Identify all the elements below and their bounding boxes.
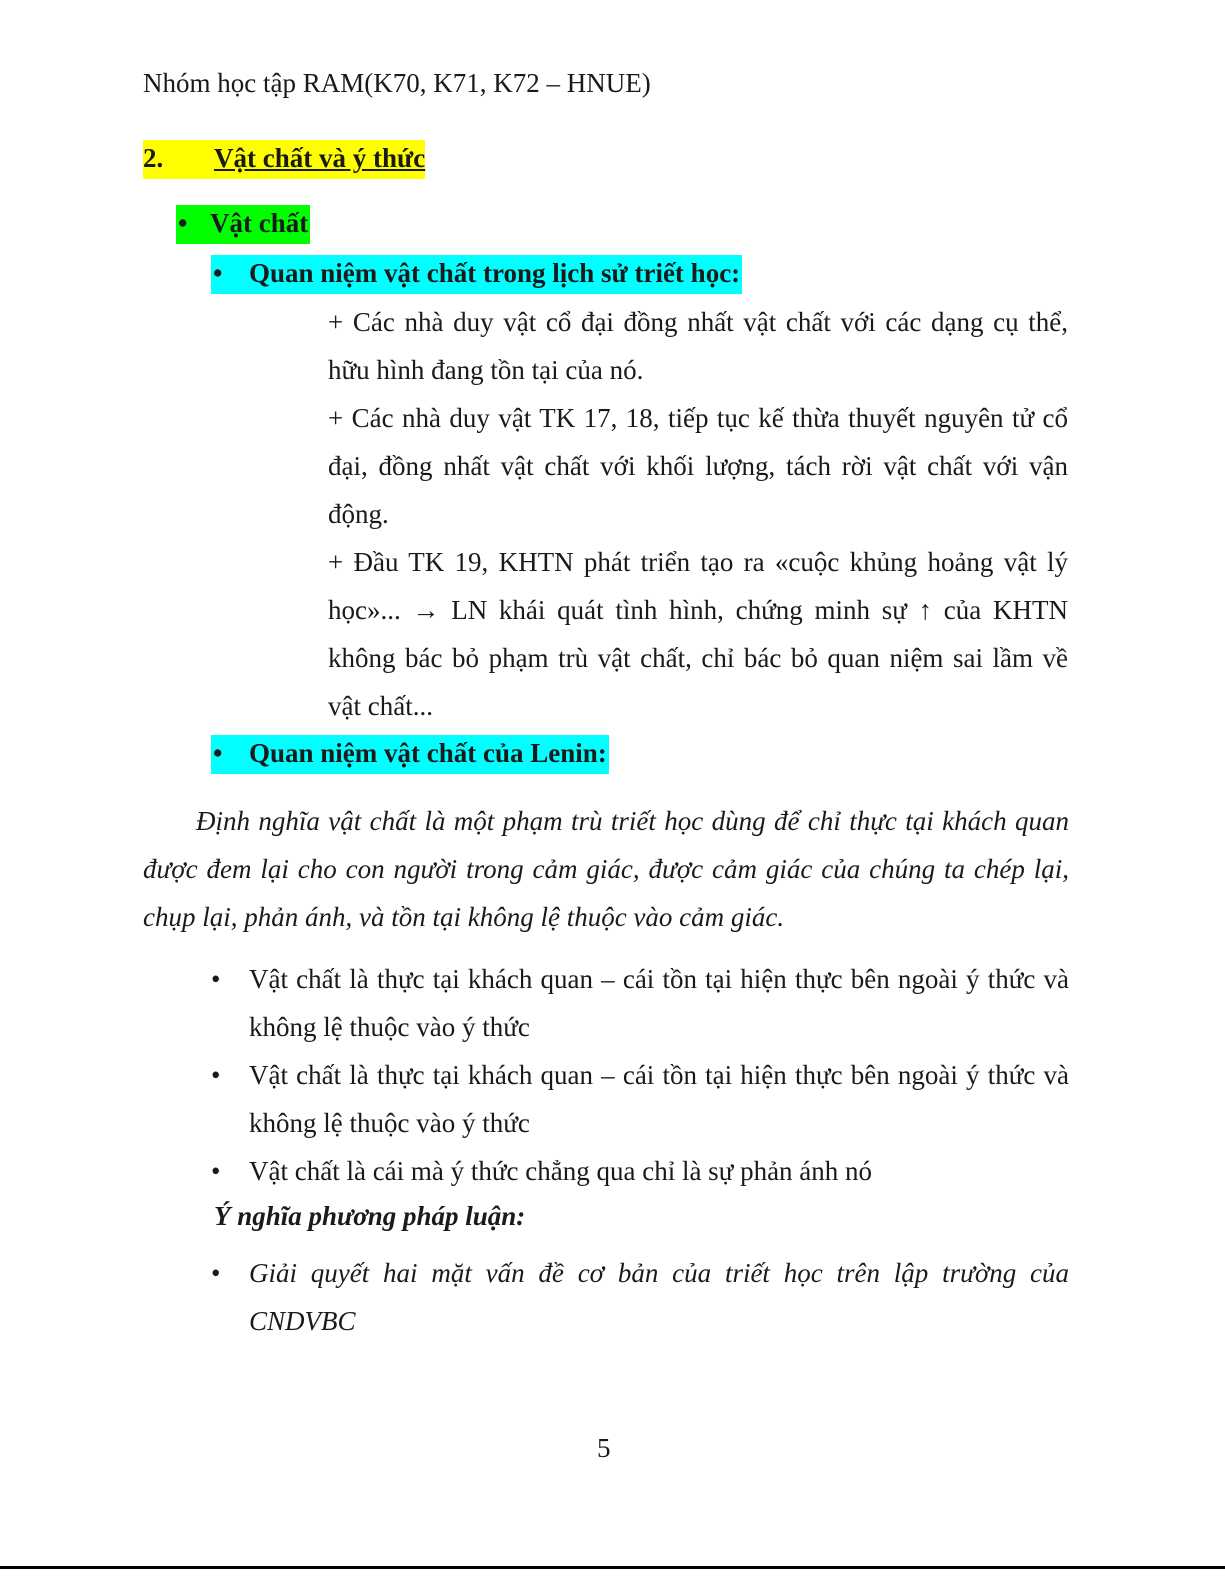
page-header: Nhóm học tập RAM(K70, K71, K72 – HNUE) xyxy=(143,68,651,98)
list-item-text: Giải quyết hai mặt vấn đề cơ bản của triết học trên lập trường của CNDVBC xyxy=(249,1258,1069,1336)
definition-text: Định nghĩa vật chất là một phạm trù triết học dùng để chỉ thực tại khách quan được đem lại cho con người trong cảm giác, được cảm giác của chúng ta chép lại, chụp lại, phản ánh, và tồn tại không lệ thuộc vào cảm giác. xyxy=(143,806,1069,932)
list-item-text: Vật chất là cái mà ý thức chẳng qua chỉ là sự phản ánh nó xyxy=(249,1156,873,1186)
bullet-icon: • xyxy=(178,208,188,238)
heading-vat-chat-highlight xyxy=(176,205,310,244)
history-paragraph: + Các nhà duy vật cổ đại đồng nhất vật chất với các dạng cụ thể, hữu hình đang tồn tại của nó. xyxy=(328,307,1068,385)
section-title-highlight xyxy=(143,140,425,179)
list-item xyxy=(211,955,1069,1051)
subheading-lenin xyxy=(211,735,609,774)
list-item-text: Vật chất là thực tại khách quan – cái tồn tại hiện thực bên ngoài ý thức và không lệ thuộc vào ý thức xyxy=(249,964,1069,1042)
lenin-definition xyxy=(143,797,1069,941)
bullet-icon: • xyxy=(213,258,223,288)
bullet-icon: • xyxy=(211,964,221,994)
bullet-icon: • xyxy=(211,1258,221,1288)
history-paragraphs xyxy=(328,298,1068,730)
list-item xyxy=(211,1249,1069,1345)
section-title xyxy=(143,140,425,179)
subheading-lenin-text: Quan niệm vật chất của Lenin: xyxy=(249,738,607,768)
list-item xyxy=(211,1147,1069,1195)
section-number: 2. xyxy=(143,143,164,173)
heading-vat-chat-text: Vật chất xyxy=(210,208,309,238)
section-title-text: Vật chất và ý thức xyxy=(214,143,426,173)
subheading-history-text: Quan niệm vật chất trong lịch sử triết học: xyxy=(249,258,741,288)
list-item xyxy=(211,1051,1069,1147)
page-number: 5 xyxy=(597,1433,611,1463)
history-paragraph: + Các nhà duy vật TK 17, 18, tiếp tục kế thừa thuyết nguyên tử cổ đại, đồng nhất vật chất với khối lượng, tách rời vật chất với vận động. xyxy=(328,403,1068,529)
matter-points-list xyxy=(211,955,1069,1195)
bullet-icon: • xyxy=(211,1156,221,1186)
subheading-history-highlight xyxy=(211,255,742,294)
subheading-history xyxy=(211,255,742,294)
history-paragraph: + Đầu TK 19, KHTN phát triển tạo ra «cuộc khủng hoảng vật lý học»... → LN khái quát tình hình, chứng minh sự ↑ của KHTN không bác bỏ phạm trù vật chất, chỉ bác bỏ quan niệm sai lầm về vật chất... xyxy=(328,547,1068,721)
methodology-heading: Ý nghĩa phương pháp luận: xyxy=(214,1201,526,1231)
methodology-list xyxy=(211,1249,1069,1345)
heading-vat-chat xyxy=(176,205,310,244)
page-bottom-border xyxy=(0,1566,1225,1569)
subheading-lenin-highlight xyxy=(211,735,609,774)
list-item-text: Vật chất là thực tại khách quan – cái tồn tại hiện thực bên ngoài ý thức và không lệ thuộc vào ý thức xyxy=(249,1060,1069,1138)
bullet-icon: • xyxy=(213,738,223,768)
bullet-icon: • xyxy=(211,1060,221,1090)
